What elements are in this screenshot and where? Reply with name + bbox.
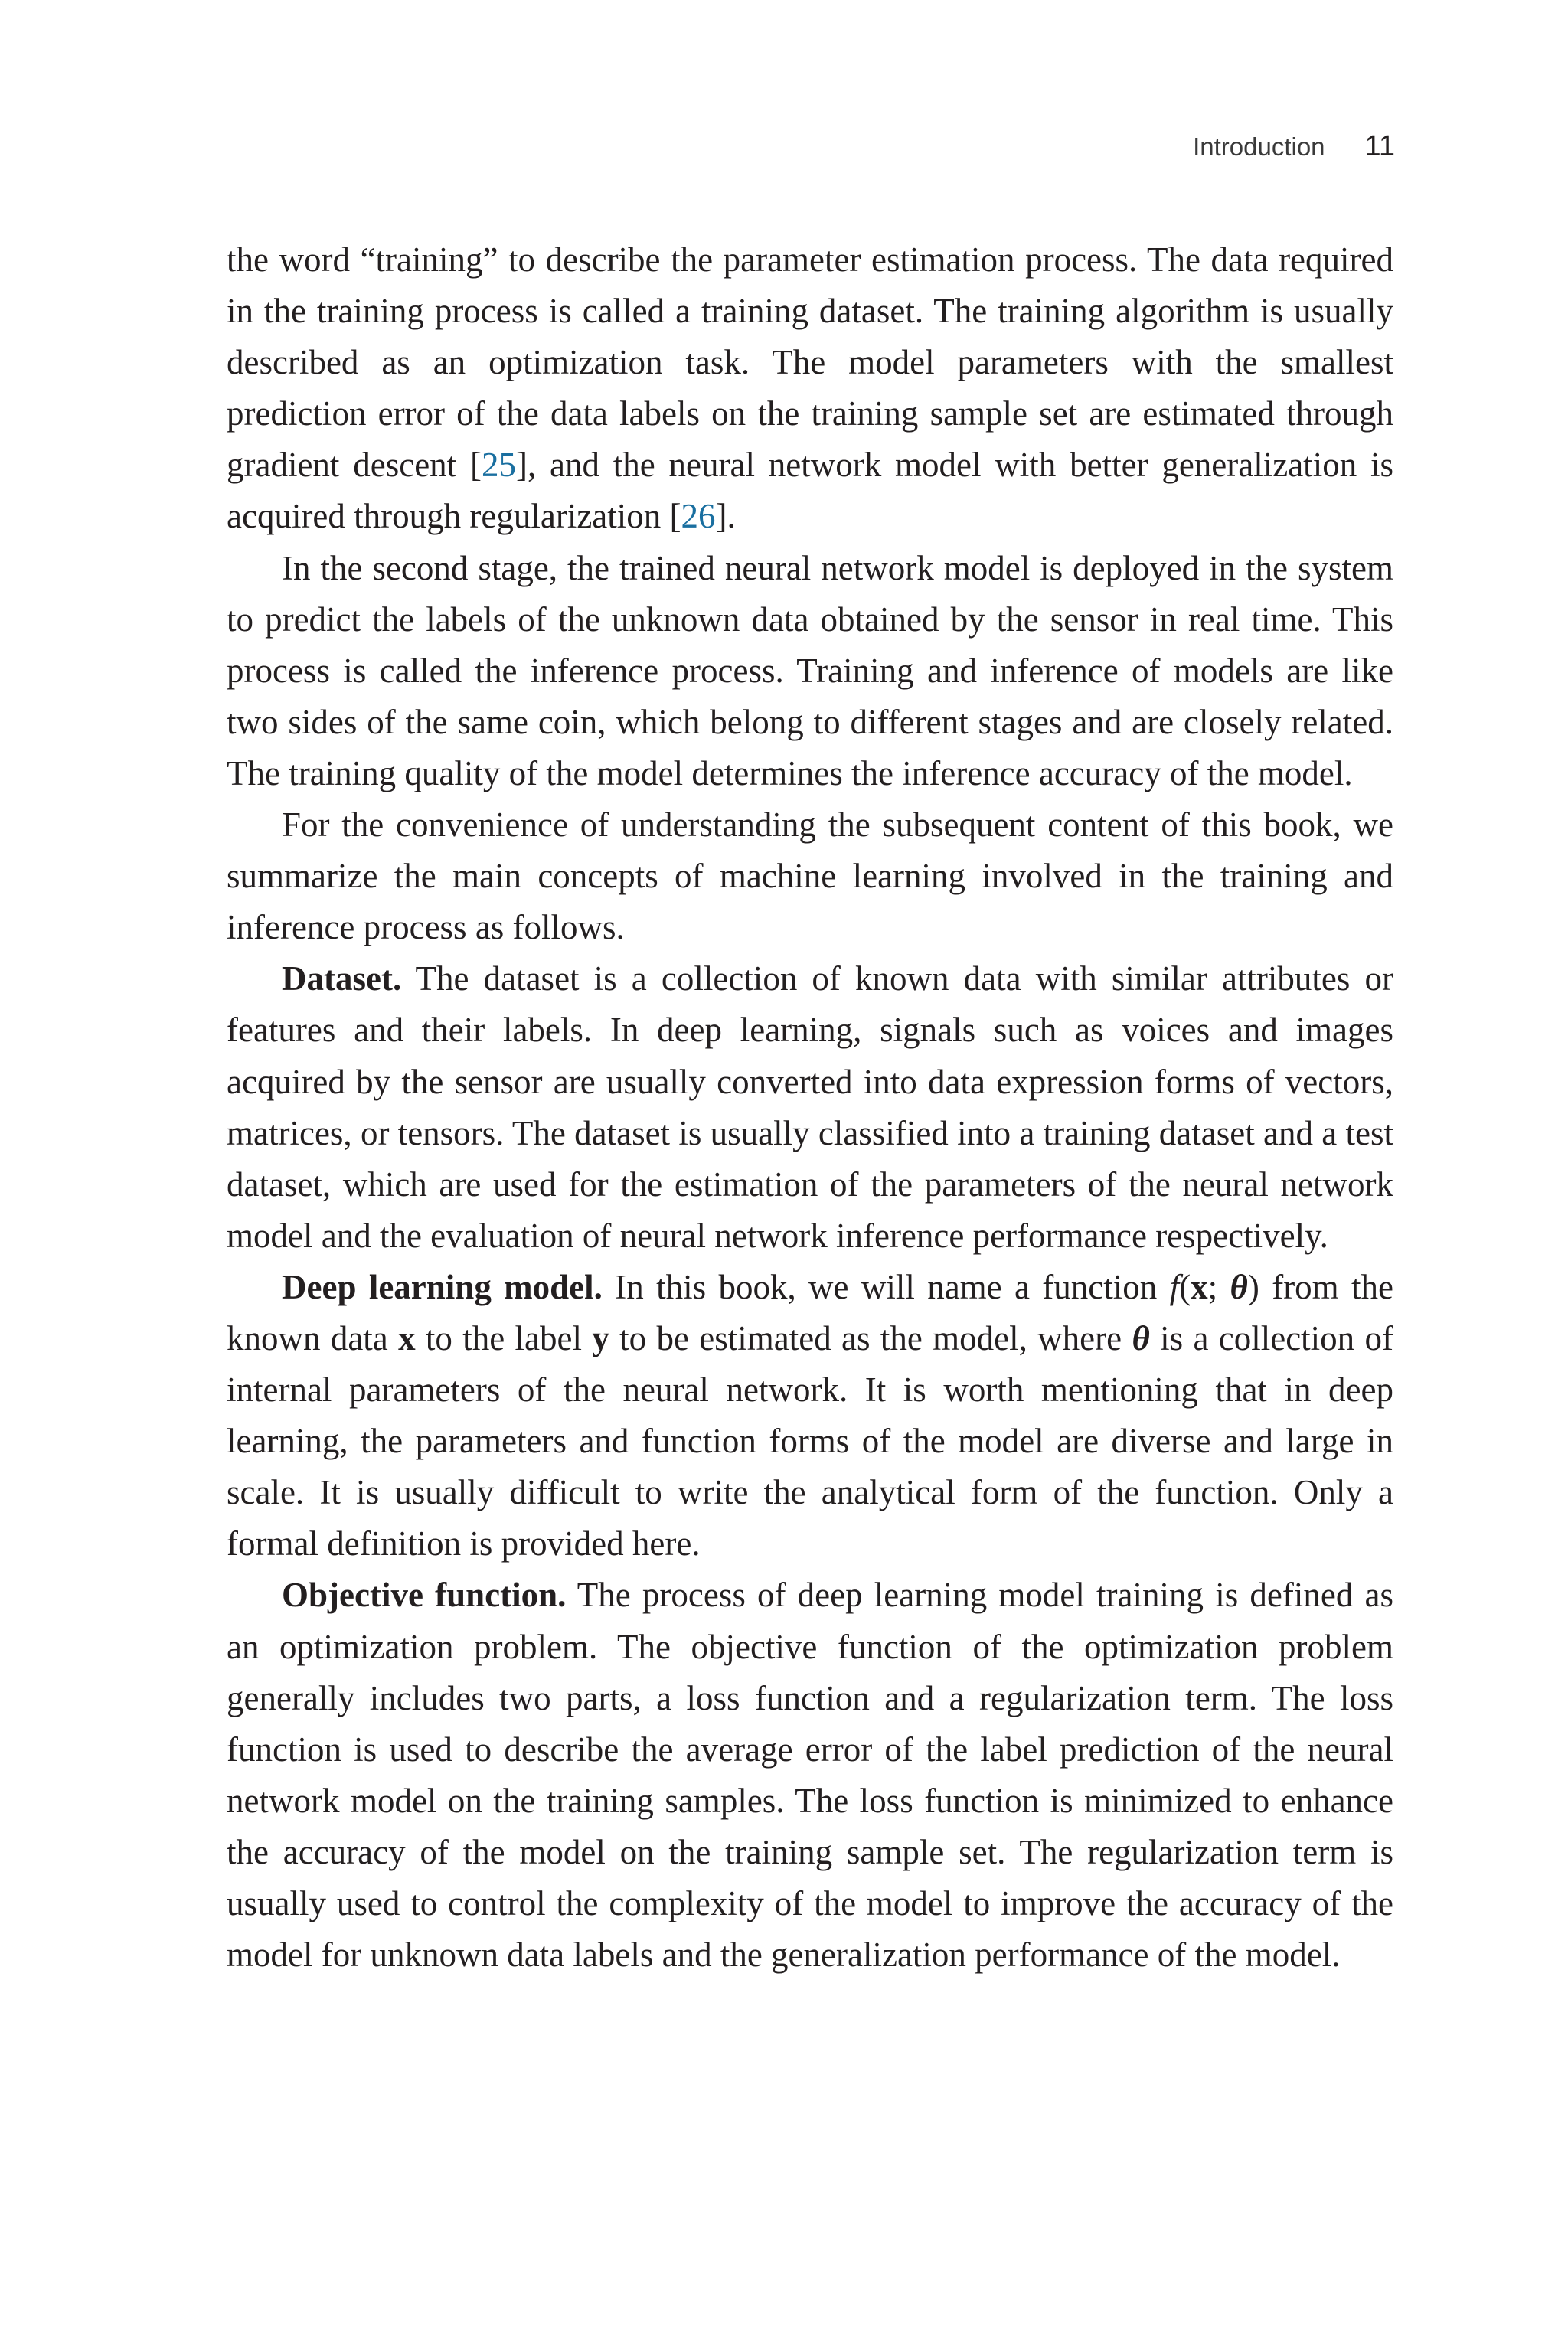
math-f: f (1169, 1267, 1180, 1306)
model-text-d: to be estimated as the model, where (609, 1318, 1132, 1357)
section-title: Introduction (1193, 132, 1325, 161)
math-theta: θ (1230, 1267, 1248, 1306)
math-semicolon: ; (1207, 1267, 1230, 1306)
paragraph-dataset (227, 953, 1393, 1262)
citation-25[interactable]: 25 (481, 446, 516, 485)
paragraph-3: For the convenience of understanding the subsequent content of this book, we summarize the main concepts of machine learning involved in the training and inference process as follows. (227, 805, 1393, 947)
math-theta-2: θ (1132, 1318, 1150, 1357)
math-close-paren: ) (1247, 1267, 1259, 1306)
paragraph-objective-function (227, 1570, 1393, 1981)
paragraph-deep-learning-model (227, 1262, 1393, 1570)
running-head (1193, 130, 1395, 163)
model-text-a: In this book, we will name a function (602, 1267, 1170, 1306)
term-objective-function: Objective function. (282, 1576, 567, 1615)
model-text-e: is a collection of internal parameters of the neural network. It is worth mentioning that in deep learning, the parameters and function forms of the model are diverse and large in scale. It is usually difficult to write the analytical form of the function. Only a formal definition is provided here. (227, 1318, 1393, 1563)
paragraph-1-text-b: , and the neural network model with better generalization is acquired through regularization (227, 446, 1393, 536)
citation-26[interactable]: 26 (681, 497, 716, 536)
paragraph-1-text-a: the word “training” to describe the parameter estimation process. The data required in the training process is called a training dataset. The training algorithm is usually described as an optimization task. The model parameters with the smallest prediction error of the data labels on the training sample set are estimated through gradient descent (227, 240, 1393, 485)
page-number: 11 (1364, 130, 1395, 162)
math-x-2: x (398, 1318, 416, 1357)
math-open-paren: ( (1179, 1267, 1191, 1306)
objective-function-definition: The process of deep learning model training is defined as an optimization problem. The objective function of the optimization problem generally includes two parts, a loss function and a regularization term. The loss function is used to describe the average error of the label prediction of the neural network model on the training samples. The loss function is minimized to enhance the accuracy of the model on the training sample set. The regularization term is usually used to control the complexity of the model to improve the accuracy of the model for unknown data labels and the generalization performance of the model. (227, 1576, 1393, 1975)
body-text (227, 234, 1393, 1981)
model-text-b: from the known data (227, 1267, 1393, 1357)
term-dataset: Dataset. (282, 959, 402, 998)
term-deep-learning-model: Deep learning model. (282, 1267, 603, 1306)
math-y: y (592, 1318, 609, 1357)
paragraph-2: In the second stage, the trained neural network model is deployed in the system to predict the labels of the unknown data obtained by the sensor in real time. This process is called the inference process. Training and inference of models are like two sides of the same coin, which belong to different stages and are closely related. The training quality of the model determines the inference accuracy of the model. (227, 548, 1393, 792)
paragraph-1: the word “training” to describe the parameter estimation process. The data required in the training process is called a training dataset. The training algorithm is usually described as an optimization task. The model parameters with the smallest prediction error of the data labels on the training sample set are estimated through gradient descent [25], and the neural network model with better generalization is acquired through regularization [26]. (227, 240, 1393, 536)
paragraph-1-text-c: . (727, 497, 736, 536)
dataset-definition: The dataset is a collection of known data with similar attributes or features and their labels. In deep learning, signals such as voices and images acquired by the sensor are usually converted into data expression forms of vectors, matrices, or tensors. The dataset is usually classified into a training dataset and a test dataset, which are used for the estimation of the parameters of the neural network model and the evaluation of neural network inference performance respectively. (227, 959, 1393, 1255)
math-x: x (1191, 1267, 1208, 1306)
model-text-c: to the label (415, 1318, 593, 1357)
